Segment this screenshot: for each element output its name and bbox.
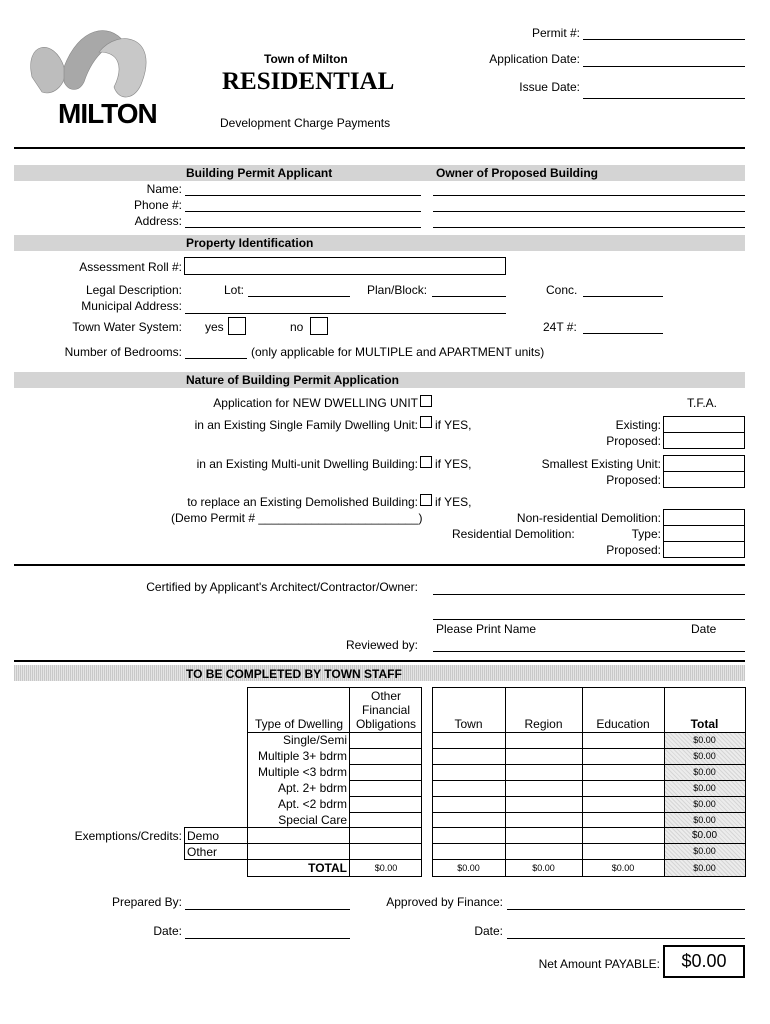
lot-field[interactable] bbox=[248, 296, 350, 297]
single-family-if-yes: if YES, bbox=[435, 418, 472, 432]
owner-address-field[interactable] bbox=[433, 227, 745, 228]
total-region: $0.00 bbox=[532, 863, 555, 873]
legal-description-label: Legal Description: bbox=[85, 283, 182, 297]
conc-label: Conc. bbox=[546, 283, 578, 297]
single-family-existing-input[interactable] bbox=[663, 416, 745, 433]
row-line bbox=[349, 764, 422, 765]
total-other: $0.00 bbox=[374, 863, 398, 873]
demolished-if-yes: if YES, bbox=[435, 495, 472, 509]
multi-unit-proposed-input[interactable] bbox=[663, 471, 745, 488]
print-name-label: Please Print Name bbox=[436, 622, 537, 636]
certified-field[interactable] bbox=[433, 594, 745, 595]
row-line bbox=[349, 812, 422, 813]
assessment-roll-input[interactable] bbox=[184, 257, 506, 275]
applicant-band bbox=[14, 165, 745, 181]
application-date-field[interactable] bbox=[583, 66, 745, 67]
demo-label: Demo bbox=[187, 829, 220, 843]
print-name-line[interactable] bbox=[433, 619, 745, 620]
net-amount-value: $0.00 bbox=[681, 951, 727, 971]
water-system-label: Town Water System: bbox=[72, 320, 182, 334]
dwelling-row-label: Apt. 2+ bdrm bbox=[277, 781, 347, 795]
permit-field[interactable] bbox=[583, 39, 745, 40]
res-demo-label: Residential Demolition: bbox=[452, 527, 575, 541]
row-total: $0.00 bbox=[693, 767, 716, 777]
date-field-2[interactable] bbox=[507, 938, 745, 939]
type-label: Type: bbox=[631, 527, 661, 541]
applicant-address-field[interactable] bbox=[185, 227, 421, 228]
multi-unit-checkbox[interactable] bbox=[420, 456, 432, 468]
page-subtitle: Development Charge Payments bbox=[220, 116, 391, 130]
non-res-demo-input[interactable] bbox=[663, 509, 745, 526]
proposed-label-1: Proposed: bbox=[606, 434, 661, 448]
row-total: $0.00 bbox=[693, 783, 716, 793]
proposed-label-3: Proposed: bbox=[606, 543, 661, 557]
reviewed-label: Reviewed by: bbox=[345, 638, 418, 652]
dwelling-row-label: Multiple 3+ bdrm bbox=[257, 749, 347, 763]
page-title: RESIDENTIAL bbox=[222, 68, 395, 95]
proposed-label-2: Proposed: bbox=[606, 473, 661, 487]
row-total: $0.00 bbox=[693, 799, 716, 809]
col-sep-3 bbox=[582, 687, 583, 877]
water-yes-checkbox[interactable] bbox=[228, 317, 246, 335]
issue-date-field[interactable] bbox=[583, 98, 745, 99]
conc-field[interactable] bbox=[583, 296, 663, 297]
nature-divider bbox=[14, 564, 745, 566]
row-line bbox=[349, 780, 422, 781]
res-demo-type-input[interactable] bbox=[663, 525, 745, 542]
row-line bbox=[432, 732, 746, 733]
dwelling-row-label: Multiple <3 bdrm bbox=[257, 765, 347, 779]
no-label: no bbox=[290, 320, 304, 334]
demo-total: $0.00 bbox=[691, 830, 718, 841]
bedrooms-field[interactable] bbox=[185, 358, 247, 359]
date-label: Date bbox=[691, 622, 717, 636]
row-line bbox=[432, 843, 746, 844]
applicant-name-field[interactable] bbox=[185, 195, 421, 196]
demo-permit-label: (Demo Permit # ________________________) bbox=[171, 511, 423, 525]
row-total: $0.00 bbox=[693, 751, 716, 761]
multi-unit-label: in an Existing Multi-unit Dwelling Building: bbox=[196, 457, 418, 471]
multi-unit-existing-input[interactable] bbox=[663, 455, 745, 472]
single-family-checkbox[interactable] bbox=[420, 416, 432, 428]
bedrooms-note: (only applicable for MULTIPLE and APARTMENT units) bbox=[251, 345, 545, 359]
certified-label: Certified by Applicant's Architect/Contractor/Owner: bbox=[146, 580, 418, 594]
row-line bbox=[184, 859, 422, 860]
col-header-other-3: Obligations bbox=[355, 717, 417, 731]
col-header-region: Region bbox=[524, 717, 563, 731]
row-line bbox=[432, 827, 746, 828]
certify-divider bbox=[14, 660, 745, 662]
row-line bbox=[432, 796, 746, 797]
new-dwelling-label: Application for NEW DWELLING UNIT bbox=[213, 396, 418, 410]
staff-heading: TO BE COMPLETED BY TOWN STAFF bbox=[186, 667, 402, 681]
row-line bbox=[432, 780, 746, 781]
bedrooms-label: Number of Bedrooms: bbox=[64, 345, 182, 359]
name-label: Name: bbox=[146, 182, 182, 196]
approved-by-field[interactable] bbox=[507, 909, 745, 910]
municipal-address-label: Municipal Address: bbox=[81, 299, 182, 313]
lot-label: Lot: bbox=[224, 283, 245, 297]
row-total: $0.00 bbox=[693, 815, 716, 825]
t24-label: 24T #: bbox=[543, 320, 577, 334]
milton-logo bbox=[24, 22, 184, 132]
non-res-demo-label: Non-residential Demolition: bbox=[516, 511, 661, 525]
row-line bbox=[432, 748, 746, 749]
dwelling-row-label: Special Care bbox=[278, 813, 347, 827]
property-heading: Property Identification bbox=[186, 236, 314, 250]
nature-heading: Nature of Building Permit Application bbox=[186, 373, 399, 387]
smallest-existing-label: Smallest Existing Unit: bbox=[541, 457, 661, 471]
applicant-phone-field[interactable] bbox=[185, 211, 421, 212]
dwelling-row-label: Single/Semi bbox=[282, 733, 347, 747]
plan-block-field[interactable] bbox=[432, 296, 506, 297]
res-demo-proposed-input[interactable] bbox=[663, 541, 745, 558]
tfa-label: T.F.A. bbox=[687, 396, 718, 410]
owner-name-field[interactable] bbox=[433, 195, 745, 196]
row-line bbox=[349, 748, 422, 749]
row-line bbox=[184, 843, 422, 844]
exemptions-label: Exemptions/Credits: bbox=[74, 829, 182, 843]
demolished-checkbox[interactable] bbox=[420, 494, 432, 506]
header-divider bbox=[14, 147, 745, 149]
total-education: $0.00 bbox=[611, 863, 635, 873]
application-date-label: Application Date: bbox=[489, 52, 580, 66]
approved-by-label: Approved by Finance: bbox=[386, 895, 503, 909]
date-field-1[interactable] bbox=[185, 938, 350, 939]
new-dwelling-checkbox[interactable] bbox=[420, 395, 432, 407]
col-header-education: Education bbox=[596, 717, 650, 731]
property-band bbox=[14, 235, 745, 251]
address-label: Address: bbox=[134, 214, 182, 228]
assessment-roll-label: Assessment Roll #: bbox=[79, 260, 182, 274]
town-name: Town of Milton bbox=[264, 52, 348, 66]
col-header-other-1: Other bbox=[370, 689, 401, 703]
net-amount-box bbox=[663, 945, 745, 978]
net-amount-label: Net Amount PAYABLE: bbox=[538, 957, 660, 971]
col-header-town: Town bbox=[454, 717, 483, 731]
total-label: TOTAL bbox=[308, 861, 347, 875]
row-line bbox=[184, 827, 422, 828]
date-label-2: Date: bbox=[474, 924, 503, 938]
row-line bbox=[349, 796, 422, 797]
total-total: $0.00 bbox=[693, 863, 716, 873]
multi-unit-if-yes: if YES, bbox=[435, 457, 472, 471]
milton-logo-text: MILTON bbox=[58, 98, 157, 129]
other-total: $0.00 bbox=[693, 846, 716, 856]
demolished-label: to replace an Existing Demolished Building: bbox=[187, 495, 418, 509]
row-line bbox=[432, 859, 746, 860]
municipal-address-field[interactable] bbox=[185, 313, 506, 314]
permit-label: Permit #: bbox=[531, 26, 580, 40]
row-line bbox=[432, 764, 746, 765]
existing-label-1: Existing: bbox=[615, 418, 661, 432]
other-label: Other bbox=[187, 845, 218, 859]
row-total: $0.00 bbox=[693, 735, 716, 745]
row-line bbox=[432, 812, 746, 813]
plan-block-label: Plan/Block: bbox=[367, 283, 428, 297]
col-header-other-2: Financial bbox=[361, 703, 411, 717]
col-header-type: Type of Dwelling bbox=[255, 717, 344, 731]
owner-phone-field[interactable] bbox=[433, 211, 745, 212]
phone-label: Phone #: bbox=[133, 198, 182, 212]
total-town: $0.00 bbox=[457, 863, 480, 873]
prepared-by-field[interactable] bbox=[185, 909, 350, 910]
yes-label: yes bbox=[205, 320, 224, 334]
water-no-checkbox[interactable] bbox=[310, 317, 328, 335]
col-header-total: Total bbox=[690, 717, 719, 731]
date-label-1: Date: bbox=[153, 924, 182, 938]
dwelling-row-label: Apt. <2 bdrm bbox=[277, 797, 347, 811]
owner-heading: Owner of Proposed Building bbox=[436, 166, 598, 180]
single-family-label: in an Existing Single Family Dwelling Unit: bbox=[194, 418, 418, 432]
t24-field[interactable] bbox=[583, 333, 663, 334]
reviewed-field[interactable] bbox=[433, 651, 745, 652]
col-sep-2 bbox=[505, 687, 506, 877]
milton-logo-mark-icon bbox=[24, 22, 184, 107]
prepared-by-label: Prepared By: bbox=[111, 895, 182, 909]
applicant-heading: Building Permit Applicant bbox=[186, 166, 333, 180]
issue-date-label: Issue Date: bbox=[519, 80, 580, 94]
single-family-proposed-input[interactable] bbox=[663, 432, 745, 449]
